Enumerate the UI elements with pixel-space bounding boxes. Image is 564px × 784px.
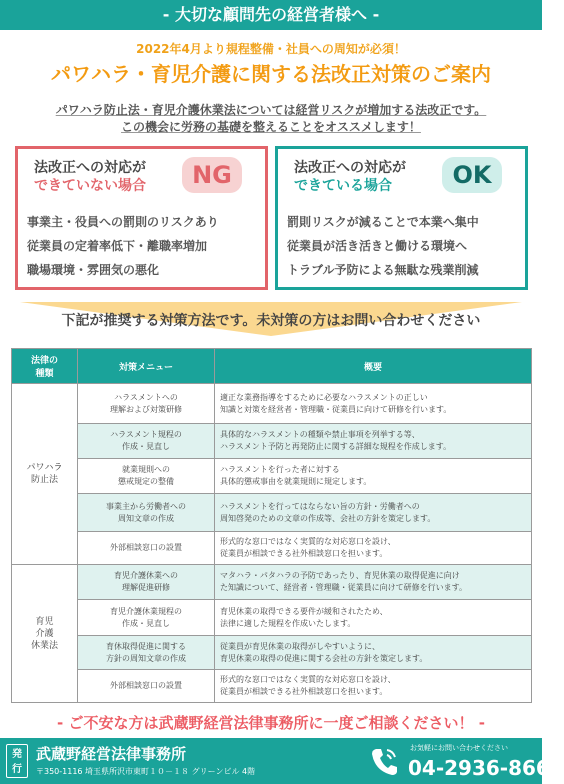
header-menu: 対策メニュー (78, 349, 215, 384)
menu-cell: 外部相談窓口の設置 (78, 670, 215, 703)
ok-title-line-1: 法改正への対応が (294, 160, 406, 176)
desc-cell: 形式的な窓口ではなく実質的な対応窓口を設け、 従業員が相談できる社外相談窓口を担います。 (215, 670, 532, 703)
issuer-tag: 発 行 (6, 744, 28, 778)
phone-number[interactable]: 04-2936-8666 (408, 756, 564, 780)
ok-badge: OK (442, 157, 502, 193)
page-title: パワハラ・育児介護に関する法改正対策のご案内 (51, 62, 491, 86)
desc-cell: 育児休業の取得できる要件が緩和されたため、 法律に適した規程を作成いたします。 (215, 600, 532, 636)
header-summary: 概要 (215, 349, 532, 384)
ok-box (275, 146, 528, 290)
ng-point: 従業員の定着率低下・離職率増加 (27, 239, 208, 253)
top-banner: - 大切な顧問先の経営者様へ - (0, 0, 542, 30)
ng-box (15, 146, 268, 290)
intro-line-1: パワハラ防止法・育児介護休業法については経営リスクが増加する法改正です。 (55, 103, 487, 117)
menu-cell: 育児介護休業規程の 作成・見直し (78, 600, 215, 636)
intro-line-2: この機会に労務の基礎を整えることをオススメします！ (121, 120, 421, 134)
header-law-type: 法律の 種類 (12, 349, 78, 384)
menu-cell: 事業主から労働者への 周知文章の作成 (78, 494, 215, 532)
ok-point: 従業員が活き活きと働ける環境へ (287, 239, 468, 253)
menu-cell: 外部相談窓口の設置 (78, 532, 215, 565)
desc-cell: 従業員が育児休業の取得がしやすいように、 育児休業の取得の促進に関する会社の方針を策定します。 (215, 636, 532, 670)
footer (0, 738, 564, 784)
firm-address: 〒350-1116 埼玉県所沢市東町１０－１８ グリーンビル 4階 (36, 767, 256, 776)
recommend-banner: 下記が推奨する対策方法です。未対策の方はお問い合わせください (61, 313, 481, 329)
phone-icon (370, 746, 398, 776)
category-cell: 育児 介護 休業法 (12, 565, 78, 703)
ok-title-line-2: できている場合 (294, 178, 392, 194)
desc-cell: ハラスメントを行ってはならない旨の方針・労働者への 周知啓発のための文章の作成等、会社の方針を策定します。 (215, 494, 532, 532)
menu-cell: 就業規則への 懲戒規定の整備 (78, 459, 215, 494)
contact-label: お気軽にお問い合わせください (410, 744, 508, 752)
desc-cell: 形式的な窓口ではなく実質的な対応窓口を設け、 従業員が相談できる社外相談窓口を担います。 (215, 532, 532, 565)
ng-title-line-2: できていない場合 (34, 178, 146, 194)
category-cell: パワハラ 防止法 (12, 384, 78, 565)
ok-point: トラブル予防による無駄な残業削減 (287, 263, 479, 277)
notice-text: 2022年4月より規程整備・社員への周知が必須！ (136, 42, 406, 56)
desc-cell: マタハラ・パタハラの予防であったり、育児休業の取得促進に向け た知識について、経営者・管理職・従業員に向けて研修を行います。 (215, 565, 532, 600)
measures-table (11, 348, 532, 703)
desc-cell: 適正な業務指導をするために必要なハラスメントの正しい 知識と対策を経営者・管理職・従業員に向けて研修を行います。 (215, 384, 532, 424)
menu-cell: 育児介護休業への 理解促進研修 (78, 565, 215, 600)
ng-point: 職場環境・雰囲気の悪化 (27, 263, 160, 277)
menu-cell: ハラスメント規程の 作成・見直し (78, 424, 215, 459)
desc-cell: ハラスメントを行った者に対する 具体的懲戒事由を就業規則に規定します。 (215, 459, 532, 494)
bottom-call-to-action: - ご不安な方は武蔵野経営法律事務所に一度ご相談ください！ - (57, 714, 485, 732)
ok-point: 罰則リスクが減ることで本業へ集中 (287, 215, 479, 229)
ng-title-line-1: 法改正への対応が (34, 160, 146, 176)
desc-cell: 具体的なハラスメントの種類や禁止事項を列挙する等、 ハラスメント予防と再発防止に関する詳細な規程を作成します。 (215, 424, 532, 459)
firm-name: 武蔵野経営法律事務所 (36, 745, 187, 763)
ng-badge: NG (182, 157, 242, 193)
menu-cell: 育休取得促進に関する 方針の周知文章の作成 (78, 636, 215, 670)
ng-point: 事業主・役員への罰則のリスクあり (27, 215, 219, 229)
menu-cell: ハラスメントへの 理解および対策研修 (78, 384, 215, 424)
